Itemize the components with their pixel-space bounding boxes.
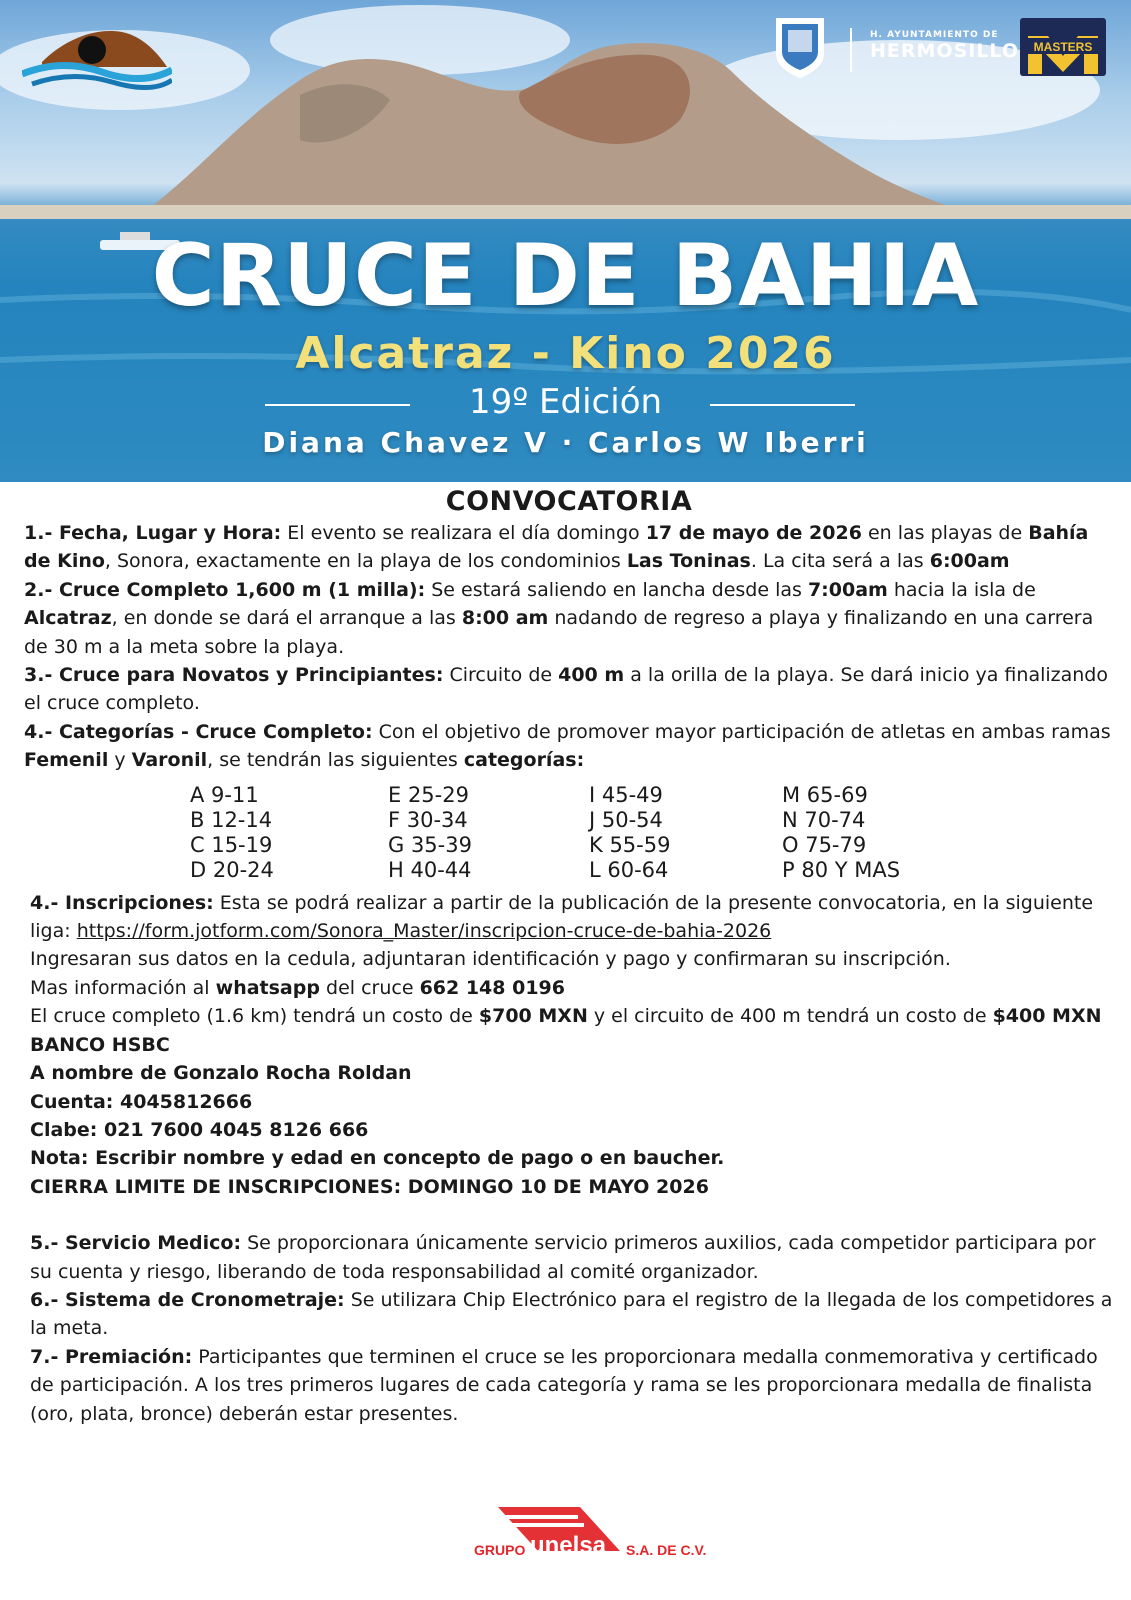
section-label: 1.- Fecha, Lugar y Hora: [24,522,282,544]
section-servicio-medico: 5.- Servicio Medico: Se proporcionara únicamente servicio primeros auxilios, cada competidor participara por su cuenta y riesgo, liberando de toda responsabilidad al comité organizador. [30,1232,1096,1283]
swimmer-logo-icon [22,22,172,92]
cost-info: El cruce completo (1.6 km) tendrá un costo de $700 MXN y el circuito de 400 m tendrá un costo de $400 MXN [30,1005,1102,1028]
category-cell: E 25-29 [388,782,469,807]
sponsor-left-text: GRUPO [474,1542,526,1558]
category-cell: B 12-14 [190,807,273,832]
convocatoria-heading: CONVOCATORIA [445,486,693,517]
category-cell: K 55-59 [589,832,671,857]
category-cell: D 20-24 [190,857,274,882]
edition-line-right [710,404,855,406]
category-cell: H 40-44 [388,857,472,882]
registration-instructions: Ingresaran sus datos en la cedula, adjuntaran identificación y pago y confirmaran su inscripción. [30,948,951,971]
sponsor-right-text: S.A. DE C.V. [626,1542,707,1558]
category-cell: N 70-74 [782,807,866,832]
clabe-number: Clabe: 021 7600 4045 8126 666 [30,1118,369,1141]
event-subtitle: Alcatraz - Kino 2026 [295,328,836,379]
city-shield-icon [770,14,830,82]
categories-table [190,783,1114,883]
category-cell: J 50-54 [589,807,663,832]
masters-logo-text: MASTERS [1033,40,1093,54]
section-label: 7.- Premiación: [30,1345,193,1368]
section-label: 4.- Categorías - Cruce Completo: [24,720,373,743]
masters-logo-icon [1018,16,1108,78]
category-cell: O 75-79 [782,832,867,857]
category-cell: A 9-11 [190,782,259,807]
section-label: 5.- Servicio Medico: [30,1232,242,1255]
section-fecha: 1.- Fecha, Lugar y Hora: El evento se realizara el día domingo 17 de mayo de 2026 en las playas de Bahía de Kino, Sonora, exactamente en la playa de los condominios Las Toninas. La cita será a las 6:00am [24,522,1089,573]
whatsapp-info: Mas información al whatsapp del cruce 662 148 0196 [30,976,565,999]
city-logo-line2: HERMOSILLO [870,40,1020,62]
account-holder: A nombre de Gonzalo Rocha Roldan [30,1062,412,1085]
section-label: 4.- Inscripciones: [30,891,214,914]
event-edition: 19º Edición [468,382,663,422]
category-cell: F 30-34 [388,807,468,832]
event-title: CRUCE DE BAHIA [151,226,980,326]
category-cell: P 80 Y MAS [782,857,901,882]
section-premiacion: 7.- Premiación: Participantes que terminen el cruce se les proporcionara medalla conmemorativa y certificado de participación. A los tres primeros lugares de cada categoría y rama se les proporcionara medalla de finalista (oro, plata, bronce) deberán estar presentes. [30,1345,1098,1425]
section-label: 3.- Cruce para Novatos y Principiantes: [24,664,444,687]
registration-link[interactable]: https://form.jotform.com/Sonora_Master/inscripcion-cruce-de-bahia-2026 [76,920,772,943]
event-honorees: Diana Chavez V · Carlos W Iberri [262,426,869,459]
sponsor-logo [450,1503,760,1563]
logo-divider [850,28,852,72]
section-categorias: 4.- Categorías - Cruce Completo: Con el objetivo de promover mayor participación de atletas en ambas ramas Femenil y Varonil, se tendrán las siguientes categorías: [24,720,1111,772]
payment-note: Nota: Escribir nombre y edad en concepto de pago o en baucher. [30,1147,725,1170]
category-cell: L 60-64 [589,857,669,882]
sponsor-name: unelsa [529,1532,607,1559]
header-banner [0,0,1131,482]
category-cell: I 45-49 [589,782,663,807]
account-number: Cuenta: 4045812666 [30,1090,253,1113]
section-label: 6.- Sistema de Cronometraje: [30,1288,345,1311]
city-logo-text [870,30,1019,62]
city-logo-line1: H. AYUNTAMIENTO DE [870,30,999,40]
registration-deadline: CIERRA LIMITE DE INSCRIPCIONES: DOMINGO 10 DE MAYO 2026 [30,1175,709,1198]
category-cell: M 65-69 [782,782,868,807]
category-cell: C 15-19 [190,832,273,857]
category-cell: G 35-39 [388,832,472,857]
section-inscripciones: 4.- Inscripciones: Esta se podrá realizar a partir de la publicación de la presente convocatoria, en la siguiente liga: https://form.jotform.com/Sonora_Master/inscripcion-cruce-de-bahia-2026 Ingresaran sus datos en la cedula, adjuntaran identificación y pago y confirmaran su inscripción. Mas información al whatsapp del cruce 662 148 0196 El cruce completo (1.6 km) tendrá un costo de $700 MXN y el circuito de 400 m tendrá un costo de $400 MXN BANCO HSBC A nombre de Gonzalo Rocha Roldan Cuenta: 4045812666 Clabe: 021 7600 4045 8126 666 Nota: Escribir nombre y edad en concepto de pago o en baucher. CIERRA LIMITE DE INSCRIPCIONES: DOMINGO 10 DE MAYO 2026 5.- Servicio Medico: Se proporcionara únicamente servicio primeros auxilios, cada competidor participara por su cuenta y riesgo, liberando de toda responsabilidad al comité organizador. 6.- Sistema de Cronometraje: Se utilizara Chip Electrónico para el registro de la llegada de los competidores a la meta. 7.- Premiación: Participantes que terminen el cruce se les proporcionara medalla conmemorativa y certificado de participación. A los tres primeros lugares de cada categoría y rama se les proporcionara medalla de finalista (oro, plata, bronce) deberán estar presentes. [24,889,1114,1428]
bank-name: BANCO HSBC [30,1033,170,1056]
section-novatos: 3.- Cruce para Novatos y Principiantes: Circuito de 400 m a la orilla de la playa. Se dará inicio ya finalizando el cruce completo. [24,664,1108,715]
section-cronometraje: 6.- Sistema de Cronometraje: Se utilizara Chip Electrónico para el registro de la llegada de los competidores a la meta. [30,1288,1113,1340]
section-label: 2.- Cruce Completo 1,600 m (1 milla): [24,578,426,601]
section-cruce-completo: 2.- Cruce Completo 1,600 m (1 milla): Se estará saliendo en lancha desde las 7:00am hacia la isla de Alcatraz, en donde se dará el arranque a las 8:00 am nadando de regreso a playa y finalizando en una carrera de 30 m a la meta sobre la playa. [24,578,1094,658]
convocatoria-body [24,485,1114,1428]
